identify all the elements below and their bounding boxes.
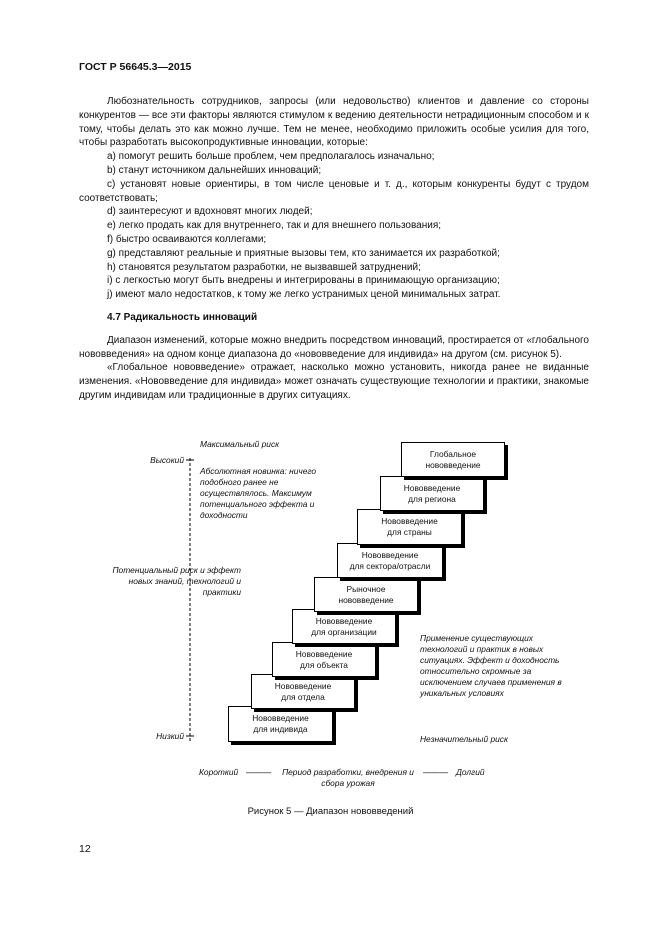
step-line: нововведение xyxy=(425,459,481,470)
step-line: Нововведение xyxy=(252,713,309,723)
step-line: для сектора/отрасли xyxy=(349,560,431,571)
axis-label-mid: Потенциальный риск и эффект новых знаний, технологий и практики xyxy=(112,565,241,597)
step-box-individual xyxy=(228,706,333,742)
list-item: e) легко продать как для внутреннего, так и для внешнего пользования; xyxy=(107,220,442,232)
x-axis-right: Долгий xyxy=(456,767,485,777)
list-item: g) представляют реальные и приятные вызовы тем, кто занимается их разработкой; xyxy=(107,247,500,259)
document-header: ГОСТ Р 56645.3—2015 xyxy=(79,61,192,73)
step-box-region xyxy=(380,476,484,511)
step-line: для индивида xyxy=(253,724,308,734)
step-box-organization xyxy=(292,609,396,644)
x-axis-dash-left: ——— xyxy=(246,767,272,777)
step-line: для страны xyxy=(387,527,432,537)
paragraph: «Глобальное нововведение» отражает, насколько можно установить, никогда ранее не виданные изменения. «Нововведение для индивида» может означать существующие технологии и практики, знакомые другим индивидам или традиционные в других ситуациях. xyxy=(79,362,589,401)
absolute-novelty-note: Абсолютная новинка: ничего подобного ранее не осуществлялось. Максимум потенциального эффекта и доходности xyxy=(200,466,317,520)
figure-caption: Рисунок 5 — Диапазон нововведений xyxy=(247,806,414,817)
low-risk-label: Незначительный риск xyxy=(420,734,508,744)
step-line: Нововведение xyxy=(381,516,438,526)
step-line: Нововведение xyxy=(361,549,419,560)
step-line: для организации xyxy=(311,626,377,637)
list-item: d) заинтересуют и вдохновят многих людей; xyxy=(107,206,313,218)
step-box-object xyxy=(272,642,376,677)
step-line: Глобальное xyxy=(429,448,477,459)
step-line: Нововведение xyxy=(315,615,373,626)
paragraph: Диапазон изменений, которые можно внедрить посредством инноваций, простирается от «глобального нововведения» на одном конце диапазона до «нововведение для индивида» на другом (см. рисунок 5). xyxy=(79,334,589,360)
list-item: c) установят новые ориентиры, в том числе ценовые и т. д., которым конкуренты будут с трудом соответствовать; xyxy=(79,178,589,204)
applied-note: Применение существующих технологий и практик в новых ситуациях. Эффект и доходность относительно скромные за исключением случаев применения в уникальных условиях xyxy=(420,633,562,698)
list-item: a) помогут решить больше проблем, чем предполагалось изначально; xyxy=(107,151,435,163)
list-item: i) с легкостью могут быть внедрены и интегрированы в принимающую организацию; xyxy=(107,275,500,287)
section-title: 4.7 Радикальность инноваций xyxy=(107,311,258,323)
step-line: Нововведение xyxy=(403,482,461,493)
step-box-country xyxy=(357,509,462,545)
x-axis-label: Период разработки, внедрения и сбора урожая xyxy=(282,767,414,788)
axis-label-high: Высокий xyxy=(150,455,184,465)
step-box-global xyxy=(401,442,505,477)
intro-paragraph: Любознательность сотрудников, запросы (или недовольство) клиентов и давление со стороны конкурентов — все эти факторы являются стимулом к ведению деятельности нетрадиционным способом и к тому, чтобы делать это как можно лучше. Тем не менее, необходимо приложить особые усилия для того, чтобы разработать высокопродуктивные инновации, которые: xyxy=(79,96,589,149)
x-axis-dash-right: ——— xyxy=(423,767,449,777)
list-item: h) становятся результатом разработки, не вызвавшей затруднений; xyxy=(107,261,421,273)
step-line: нововведение xyxy=(338,594,394,605)
page-number: 12 xyxy=(79,843,91,855)
step-box-department xyxy=(251,674,355,709)
step-box-market xyxy=(314,577,418,612)
step-line: Рыночное xyxy=(346,583,386,594)
step-line: Нововведение xyxy=(274,680,332,691)
step-line: для объекта xyxy=(300,659,348,670)
step-line: Нововведение xyxy=(295,648,353,659)
x-axis-left: Короткий xyxy=(199,767,239,777)
list-item: j) имеют мало недостатков, к тому же легко устранимых ценой минимальных затрат. xyxy=(107,289,501,301)
step-line: для региона xyxy=(408,493,456,504)
max-risk-label: Максимальный риск xyxy=(200,439,280,449)
list-item: f) быстро осваиваются коллегами; xyxy=(107,233,267,245)
axis-label-low: Низкий xyxy=(156,731,184,741)
step-line: для отдела xyxy=(281,691,325,702)
step-box-sector xyxy=(337,543,443,578)
list-item: b) станут источником дальнейших инноваций; xyxy=(107,164,322,176)
